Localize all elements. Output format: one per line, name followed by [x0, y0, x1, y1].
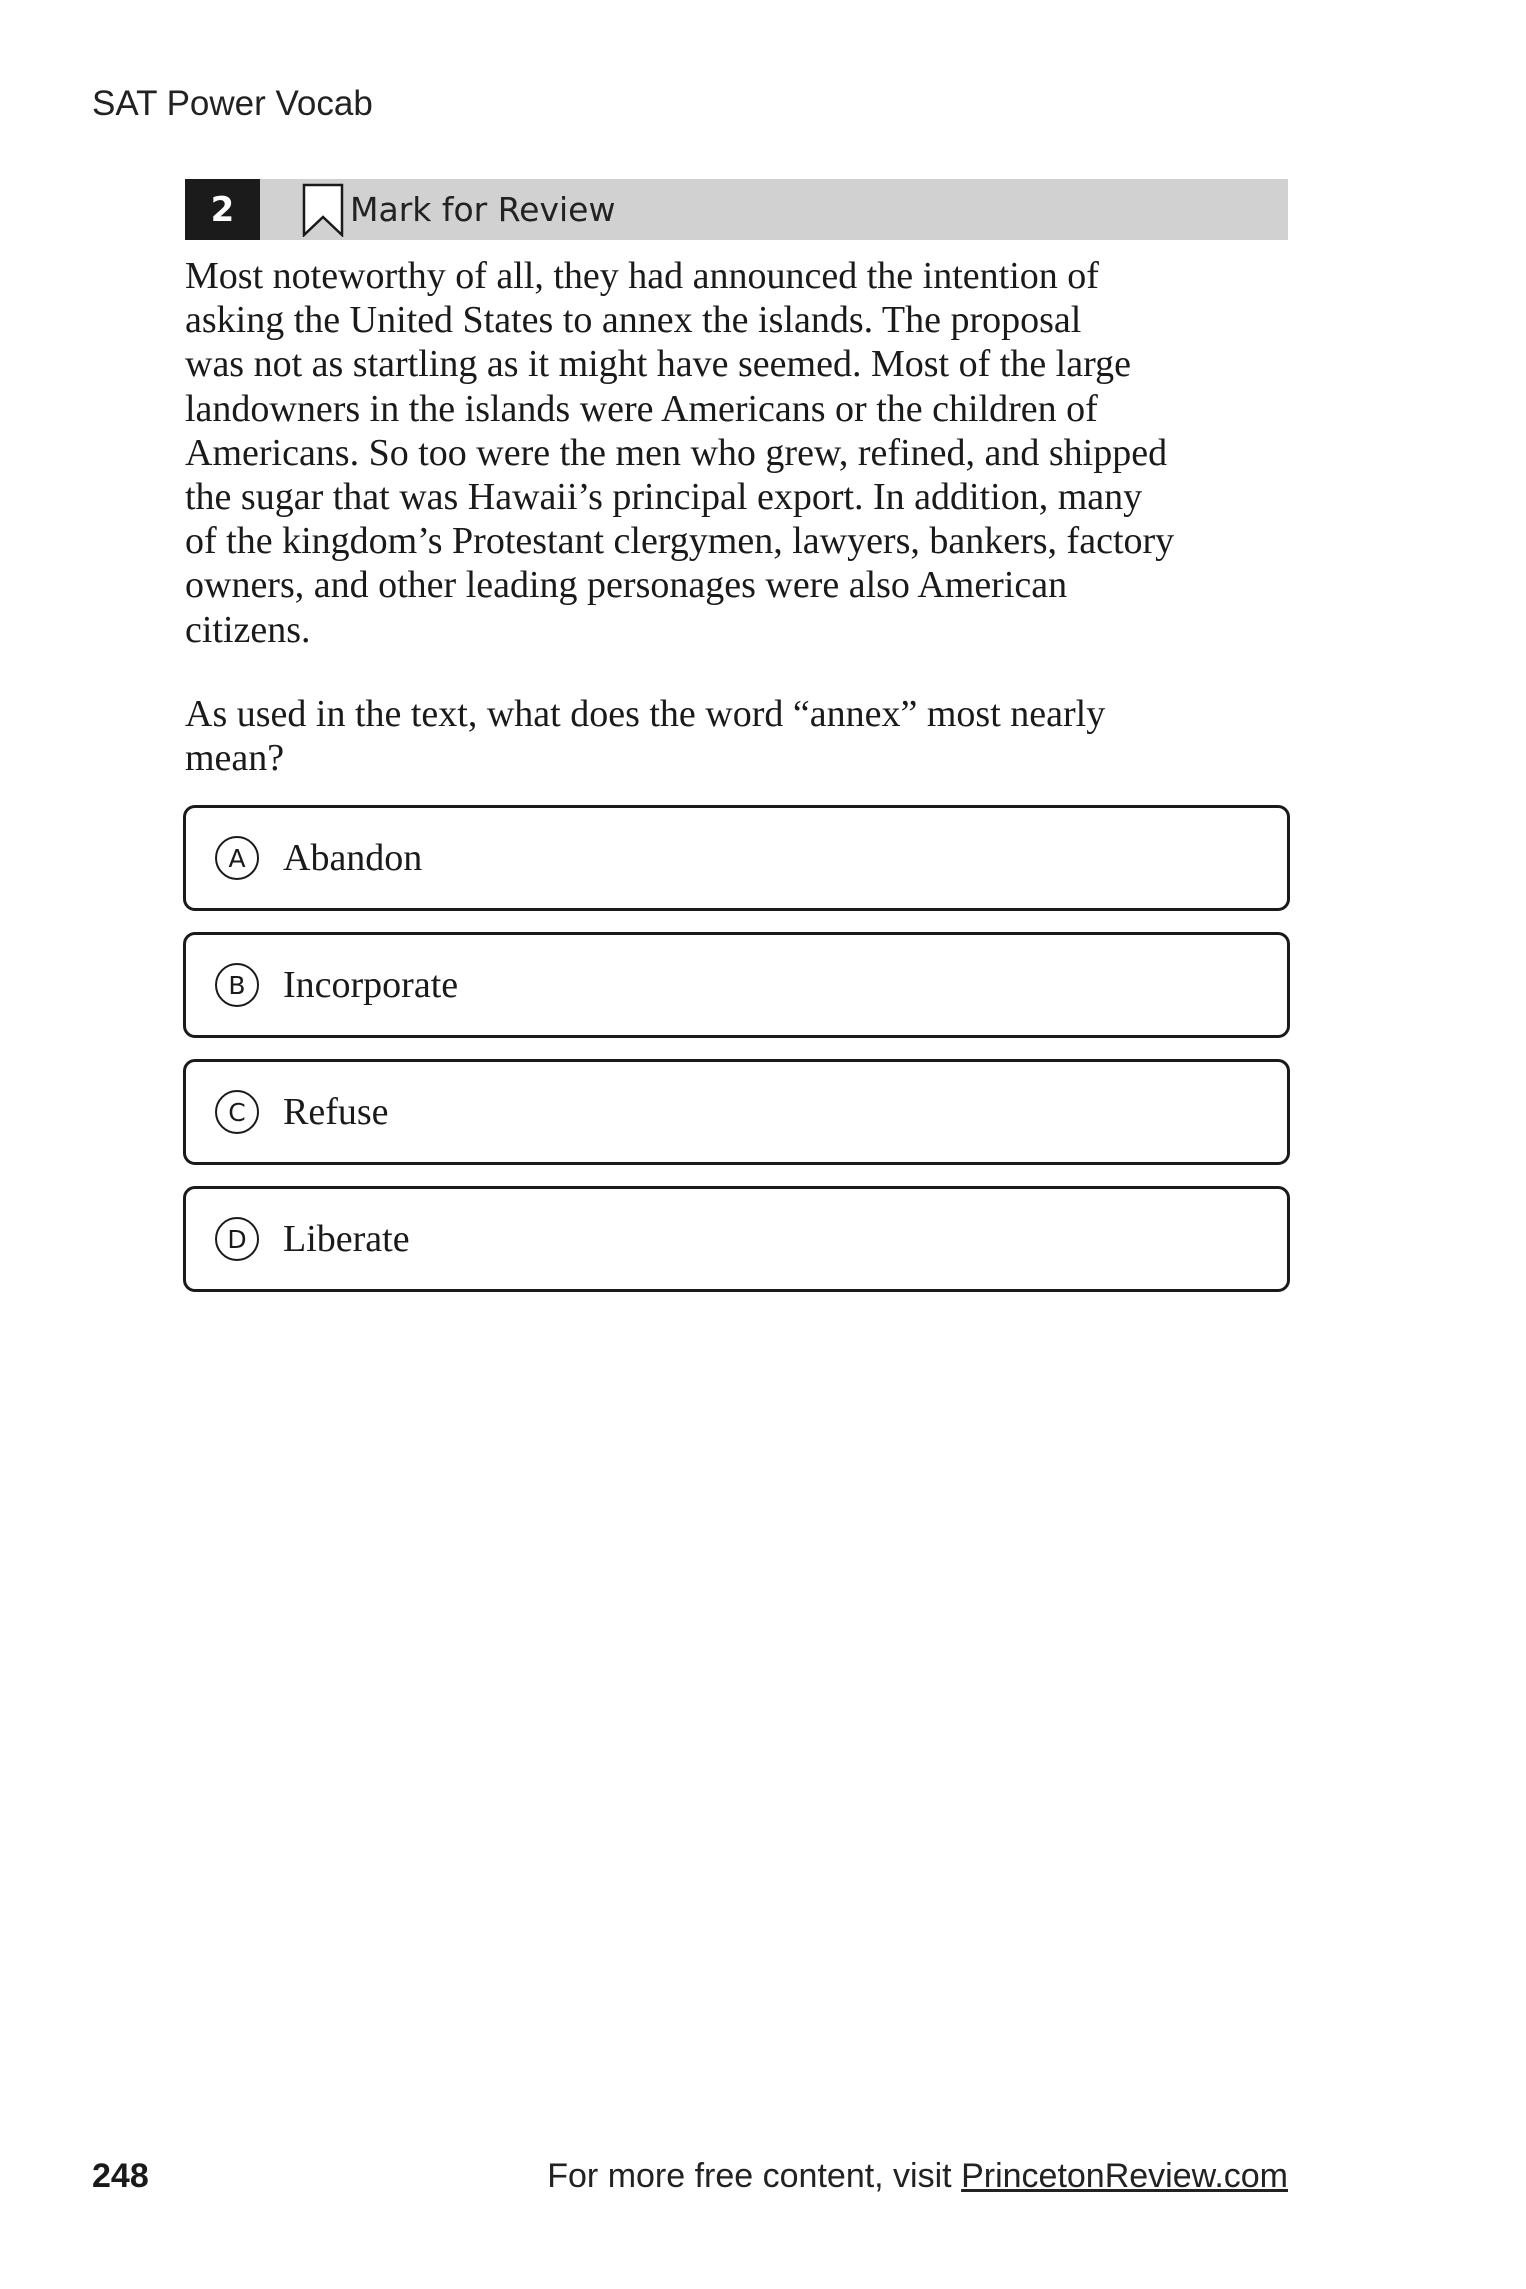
promo-text: For more free content, visit [547, 2157, 952, 2195]
question-header-bar [185, 179, 1288, 240]
question-stem [185, 692, 1105, 780]
option-c[interactable] [183, 1059, 1290, 1165]
option-text: Liberate [283, 1218, 410, 1260]
passage-line: citizens. [185, 608, 311, 651]
option-text: Refuse [283, 1091, 389, 1133]
option-text: Incorporate [283, 964, 459, 1006]
princeton-review-link[interactable]: PrincetonReview.com [961, 2157, 1288, 2195]
option-b[interactable] [183, 932, 1290, 1038]
passage-line: the sugar that was Hawaii’s principal export. In addition, many [185, 476, 1143, 519]
question-number: 2 [185, 179, 260, 240]
running-head: SAT Power Vocab [92, 84, 373, 123]
question-line: mean? [185, 737, 285, 780]
question-line: As used in the text, what does the word “annex” most nearly [185, 693, 1106, 735]
option-letter-b: B [215, 963, 259, 1007]
page-number: 248 [92, 2157, 149, 2195]
option-text: Abandon [283, 837, 423, 879]
option-a[interactable] [183, 805, 1290, 911]
passage-line: Americans. So too were the men who grew, refined, and shipped [185, 431, 1168, 474]
passage-line: of the kingdom’s Protestant clergymen, lawyers, bankers, factory [185, 520, 1175, 563]
passage-line: asking the United States to annex the islands. The proposal [185, 299, 1082, 342]
bookmark-icon[interactable] [302, 183, 344, 237]
passage-line: owners, and other leading personages were also American [185, 564, 1068, 607]
passage-line: landowners in the islands were Americans or the children of [185, 387, 1098, 430]
option-letter-d: D [215, 1217, 259, 1261]
passage-line: Most noteworthy of all, they had announced the intention of [185, 255, 1099, 297]
footer-promo [547, 2157, 1288, 2196]
mark-for-review-label[interactable]: Mark for Review [350, 190, 616, 229]
option-letter-a: A [215, 836, 259, 880]
passage-line: was not as startling as it might have seemed. Most of the large [185, 343, 1131, 386]
passage [185, 254, 1174, 652]
option-d[interactable] [183, 1186, 1290, 1292]
option-letter-c: C [215, 1090, 259, 1134]
